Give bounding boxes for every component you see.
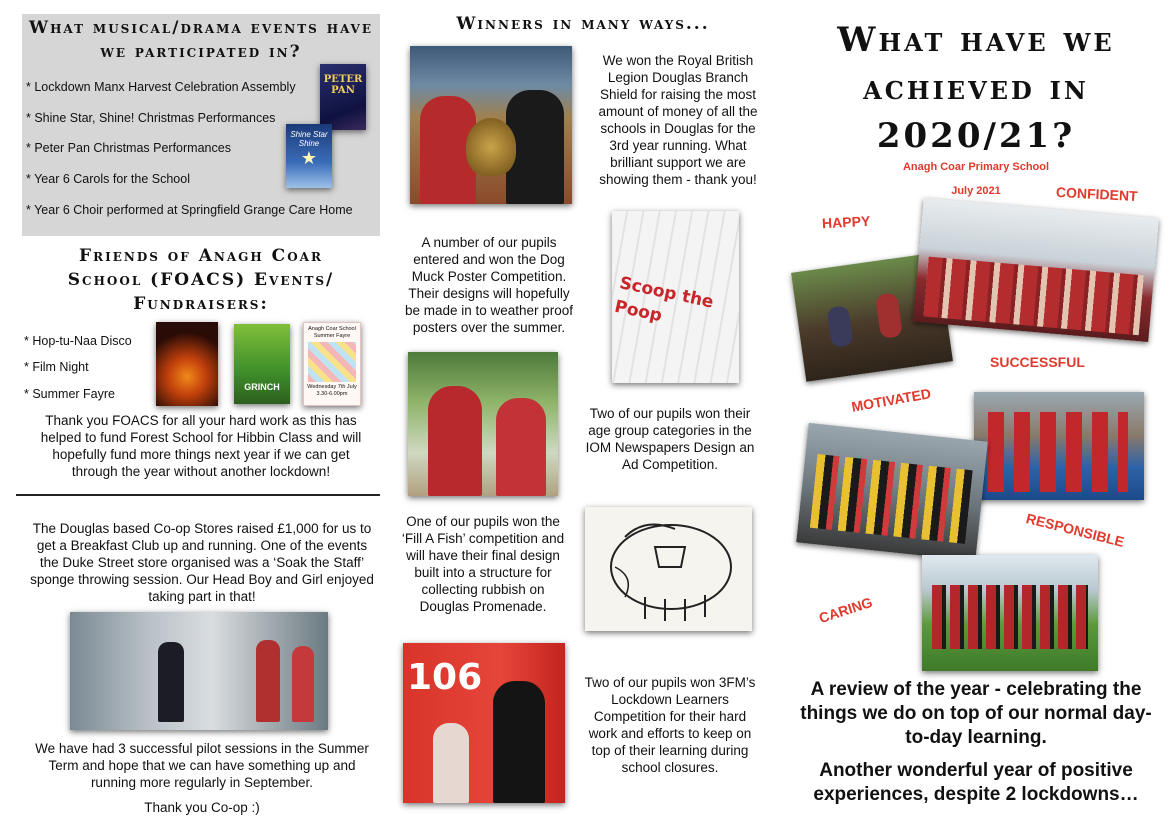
student-figure xyxy=(826,305,853,348)
music-item: * Lockdown Manx Harvest Celebration Assembly xyxy=(26,80,296,94)
students-group xyxy=(988,412,1128,492)
foacs-thanks: Thank you FOACS for all your hard work as this has helped to fund Forest School for Hibbin Class and will hopefully fund more things next year if we can get through the year without another lockdown! xyxy=(40,413,362,479)
peter-pan-title: PETER PAN xyxy=(323,74,363,96)
student-figure xyxy=(292,646,314,722)
newspaper-text: Two of our pupils won their age group categories in the IOM Newspapers Design an Ad Competition. xyxy=(585,406,755,472)
summer-fayre-poster xyxy=(303,322,361,406)
summer-fayre-images xyxy=(308,342,356,382)
winners-heading: Winners in many ways... xyxy=(456,14,710,34)
sports-activity-photo xyxy=(974,392,1144,500)
coop-text: The Douglas based Co-op Stores raised £1,000 for us to get a Breakfast Club up and running. One of the events the Duke Street store organised was a ‘Soak the Staff’ sponge throwing session. Our Head Boy and Girl enjoyed taking part in that! xyxy=(30,521,374,604)
music-item: * Year 6 Carols for the School xyxy=(26,172,190,186)
team-group xyxy=(932,585,1088,649)
student-figure xyxy=(433,723,469,803)
fish-text: One of our pupils won the ‘Fill A Fish’ competition and will have their final design built into a structure for collecting rubbish on Douglas Promenade. xyxy=(401,514,565,614)
soak-the-staff-photo xyxy=(70,612,328,730)
dog-muck-posters-photo xyxy=(612,211,739,383)
word-motivated: MOTIVATED xyxy=(850,385,933,415)
student-figure xyxy=(493,681,545,803)
music-item: * Peter Pan Christmas Performances xyxy=(26,141,231,155)
word-caring: CARING xyxy=(816,593,875,627)
student-figure xyxy=(428,386,482,496)
pilot-text: We have had 3 successful pilot sessions in the Summer Term and hope that we can have something up and running more regularly in September. xyxy=(35,741,369,790)
word-confident: CONFIDENT xyxy=(1055,183,1139,205)
dog-muck-text: A number of our pupils entered and won the Dog Muck Poster Competition. Their designs will hopefully be made in to weather proof posters over the summer. xyxy=(404,235,574,335)
shield-trophy xyxy=(466,118,516,176)
student-figure xyxy=(496,398,546,496)
foacs-heading: Friends of Anagh Coar School (FOACS) Events/ Fundraisers: xyxy=(67,246,335,314)
word-responsible: RESPONSIBLE xyxy=(1024,510,1126,550)
review-text: A review of the year - celebrating the things we do on top of our normal day-to-day learning. xyxy=(800,679,1152,748)
music-item: * Year 6 Choir performed at Springfield Grange Care Home xyxy=(26,203,353,217)
shine-star-title: Shine Star Shine xyxy=(290,130,328,148)
football-team-photo xyxy=(922,555,1098,671)
grinch-title: GRINCH xyxy=(244,382,280,392)
fish-drawing-icon xyxy=(585,507,752,631)
foacs-item: * Film Night xyxy=(24,360,89,374)
music-item: * Shine Star, Shine! Christmas Performances xyxy=(26,111,276,125)
page-title: What have we achieved in 2020/21? xyxy=(837,20,1115,156)
another-year-text: Another wonderful year of positive experiences, despite 2 lockdowns… xyxy=(813,760,1139,805)
school-name: Anagh Coar Primary School xyxy=(902,161,1050,173)
date-label: July 2021 xyxy=(951,185,1001,197)
kayaking-photo xyxy=(796,423,988,561)
students-group xyxy=(810,454,973,544)
student-figure xyxy=(256,640,280,722)
thanks-coop: Thank you Co-op :) xyxy=(144,800,260,815)
fill-a-fish-drawing xyxy=(585,507,752,631)
music-heading: What musical/drama events have we participated in? xyxy=(29,18,373,62)
newspaper-winners-photo xyxy=(408,352,558,496)
film-night-grinch-poster xyxy=(234,324,290,404)
radio-text: Two of our pupils won 3FM’s Lockdown Learners Competition for their hard work and efforts to keep on top of their learning during school closures. xyxy=(584,675,756,775)
foacs-item: * Hop-tu-Naa Disco xyxy=(24,334,132,348)
star-icon: ★ xyxy=(300,148,318,168)
class-celebration-photo xyxy=(913,198,1159,342)
radio-number: 106 xyxy=(407,657,483,698)
student-figure xyxy=(158,642,184,722)
section-divider xyxy=(16,494,380,496)
word-successful: SUCCESSFUL xyxy=(990,354,1085,370)
student-figure xyxy=(875,292,903,339)
word-happy: HAPPY xyxy=(821,212,871,232)
summer-fayre-title: Anagh Coar School Summer Fayre xyxy=(308,326,356,339)
hop-tu-naa-poster xyxy=(156,322,218,406)
shine-star-poster xyxy=(286,124,332,188)
shield-text: We won the Royal British Legion Douglas Branch Shield for raising the most amount of money of all the schools in Douglas for the 3rd year running. What brilliant support we are showing them - thank you! xyxy=(598,53,758,187)
scoop-the-poop-text: Scoop the Poop xyxy=(612,273,716,327)
foacs-item: * Summer Fayre xyxy=(24,387,115,401)
summer-fayre-date: Wednesday 7th July 3.30-6.00pm xyxy=(307,384,357,397)
shield-photo xyxy=(410,46,572,204)
peter-pan-poster xyxy=(320,64,366,130)
radio-winners-photo xyxy=(403,643,565,803)
class-group xyxy=(924,257,1144,336)
